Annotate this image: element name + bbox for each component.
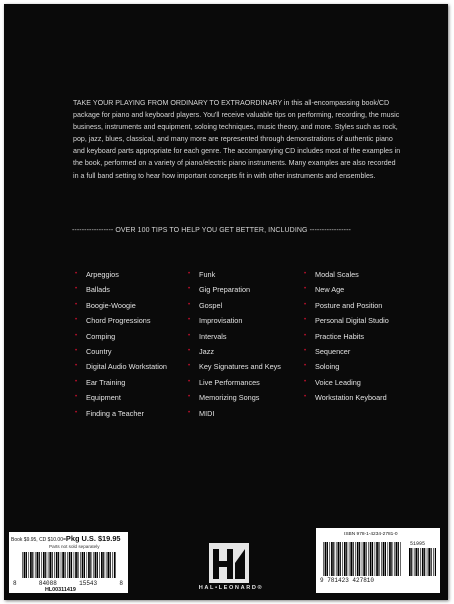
back-cover [4, 4, 448, 600]
tip-item [304, 390, 389, 405]
tip-label: Gospel [199, 300, 223, 310]
tips-heading: ----------------- OVER 100 TIPS TO HELP YOU GET BETTER, INCLUDING ----------------- [72, 227, 351, 234]
tip-label: Voice Leading [315, 377, 361, 387]
tip-item [188, 375, 281, 390]
bullet-icon: • [188, 378, 191, 385]
isbn-digits: 9 781423 427810 [320, 577, 375, 584]
tip-label: Ballads [86, 285, 110, 295]
tip-item [75, 313, 167, 328]
isbn-barcode-box [316, 528, 440, 593]
tip-item [75, 298, 167, 313]
price-breakdown: Book $9.95, CD $10.00= [11, 537, 66, 543]
tip-label: Key Signatures and Keys [199, 362, 281, 372]
tip-label: Improvisation [199, 316, 243, 326]
tip-label: Arpeggios [86, 270, 119, 279]
bullet-icon: • [188, 363, 191, 370]
tip-item [304, 282, 389, 297]
tip-label: Ear Training [86, 377, 126, 387]
bullet-icon: • [188, 347, 191, 354]
isbn-label: ISBN 978-1-4234-2781-0 [344, 532, 398, 537]
price-sticker [9, 532, 128, 593]
tip-label: Live Performances [199, 377, 260, 387]
bullet-icon: • [304, 286, 307, 293]
price-note: Parts not sold separately [49, 544, 100, 549]
upc-barcode [21, 552, 117, 578]
upc-digit-group: 8 [13, 580, 17, 587]
tip-item [188, 282, 281, 297]
tip-item [75, 282, 167, 297]
product-code: HL00311419 [45, 587, 76, 593]
tip-item [188, 298, 281, 313]
bullet-icon: • [304, 271, 307, 277]
upc-digit-group: 15543 [79, 580, 98, 587]
tip-item [304, 313, 389, 328]
price-addon-digits: 51995 [410, 541, 426, 547]
publisher-name: HAL•LEONARD® [198, 585, 264, 591]
tip-item [304, 344, 389, 359]
tip-item [304, 329, 389, 344]
bullet-icon: • [188, 409, 191, 416]
tip-item [75, 267, 167, 282]
bullet-icon: • [75, 271, 78, 277]
tip-label: New Age [315, 285, 345, 295]
bullet-icon: • [304, 347, 307, 354]
tip-label: Intervals [199, 331, 227, 341]
tip-label: Posture and Position [315, 300, 383, 310]
tip-label: Memorizing Songs [199, 393, 260, 403]
tip-item [188, 329, 281, 344]
package-price: Pkg U.S. $19.95 [65, 534, 121, 543]
tip-item [304, 267, 389, 282]
tip-label: Modal Scales [315, 270, 359, 279]
tip-label: Comping [86, 331, 116, 341]
bullet-icon: • [188, 301, 191, 308]
tip-item [188, 359, 281, 374]
bullet-icon: • [75, 394, 78, 401]
tips-column-1 [75, 267, 167, 421]
tip-item [188, 313, 281, 328]
tip-item [304, 298, 389, 313]
upc-digit-group: 84088 [38, 580, 57, 587]
tip-label: Equipment [86, 393, 121, 403]
tip-label: Country [86, 346, 112, 356]
isbn-barcode [322, 542, 402, 576]
tip-label: MIDI [199, 408, 215, 418]
bullet-icon: • [75, 301, 78, 308]
tip-item [188, 406, 281, 421]
tips-column-3 [304, 267, 389, 406]
tip-label: Funk [199, 270, 216, 279]
bullet-icon: • [188, 271, 191, 277]
tip-item [75, 344, 167, 359]
bullet-icon: • [75, 317, 78, 324]
upc-digits [13, 580, 123, 587]
tip-label: Sequencer [315, 346, 351, 356]
bullet-icon: • [188, 286, 191, 293]
intro-paragraph: TAKE YOUR PLAYING FROM ORDINARY TO EXTRAORDINARY in this all-encompassing book/CD package for piano and keyboard players. You'll receive valuable tips on performing, recording, the music business, instruments and equipment, soloing techniques, music theory, and more. Styles such as rock, pop, jazz, blues, classical, and many more are represented through demonstrations of authentic piano and keyboard parts appropriate for each genre. The accompanying CD includes most of the examples in the book, performed on a variety of piano/electric piano instruments. Many examples are also recorded in a full band setting to hear how important concepts fit in with other instruments and ensembles. [73, 99, 401, 180]
tip-item [75, 359, 167, 374]
tip-item [304, 359, 389, 374]
hal-leonard-mark-icon [209, 543, 249, 583]
tip-label: Workstation Keyboard [315, 393, 387, 403]
addon-barcode [408, 548, 436, 576]
tip-item [75, 390, 167, 405]
bullet-icon: • [75, 409, 78, 416]
bullet-icon: • [75, 363, 78, 370]
bullet-icon: • [304, 332, 307, 339]
bullet-icon: • [304, 394, 307, 401]
tip-label: Soloing [315, 362, 340, 372]
bullet-icon: • [304, 378, 307, 385]
bullet-icon: • [75, 347, 78, 354]
tip-label: Chord Progressions [86, 316, 151, 326]
tip-label: Boogie-Woogie [86, 300, 136, 310]
bullet-icon: • [75, 286, 78, 293]
bullet-icon: • [304, 363, 307, 370]
tip-item [75, 406, 167, 421]
upc-digit-group: 8 [119, 580, 123, 587]
hal-leonard-logo [187, 543, 275, 595]
tip-item [304, 375, 389, 390]
tip-item [188, 390, 281, 405]
tip-item [188, 344, 281, 359]
tips-column-2 [188, 267, 281, 421]
bullet-icon: • [75, 332, 78, 339]
tip-item [75, 375, 167, 390]
bullet-icon: • [188, 317, 191, 324]
bullet-icon: • [75, 378, 78, 385]
tip-label: Finding a Teacher [86, 408, 144, 418]
bullet-icon: • [304, 317, 307, 324]
tip-label: Jazz [199, 346, 215, 356]
tip-label: Personal Digital Studio [315, 316, 389, 326]
bullet-icon: • [188, 394, 191, 401]
tip-item [75, 329, 167, 344]
tip-label: Practice Habits [315, 331, 365, 341]
tip-label: Digital Audio Workstation [86, 362, 167, 372]
bullet-icon: • [304, 301, 307, 308]
tip-label: Gig Preparation [199, 285, 251, 295]
tip-item [188, 267, 281, 282]
bullet-icon: • [188, 332, 191, 339]
